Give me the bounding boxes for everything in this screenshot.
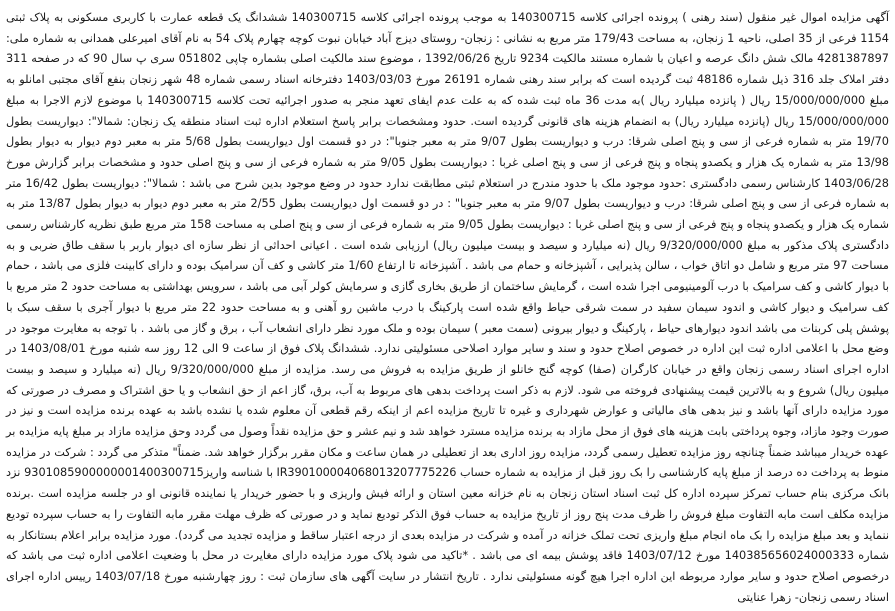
auction-notice-body: آگهی مزایده اموال غیر منقول (سند رهنی ) پرونده اجرائی کلاسه 140300715 به موجب پرونده اجرائی کلاسه 140300715 ششدانگ یک قطعه عمارت با کاربری مسکونی به پلاک ثبتی 1154 فرعی از 35 اصلی، ناحیه 1 زنجان، به مساحت 179/43 متر مربع به نشانی : زنجان- روستای دیزج آباد خیابان نبوت کوچه چهارم پلاک 54 به نام آقای امیرعلی همدانی به شماره ملی: 4281387897 مالک شش دانگ عرصه و اعیان با شماره مستند مالکیت 9234 تاریخ 1392/06/26 ، موضوع سند مالکیت اصلی بشماره چاپی 051802 سری پ سال 90 که در صفحه 311 دفتر املاک جلد 316 ذیل شماره 48186 ثبت گردیده است که برابر سند رهنی شماره 26191 مورخ 1403/03/03 دفترخانه اسناد رسمی شماره 48 شهر زنجان بنفع آقای مجتبی امانلو به مبلغ 15/000/000/000 ریال ( پانزده میلیارد ریال )به مدت 36 ماه ثبت شده که به علت عدم ایفای تعهد منجر به صدور اجرائیه تحت کلاسه 140300715 با موضوع لازم الاجرا به مبلغ 15/000/000/000 ریال (پانزده میلیارد ریال) به انضمام هزینه های قانونی گردیده است. حدود ومشخصات برابر پاسخ استعلام اداره ثبت اسناد منطقه یک زنجان: شمالا": دیواریست بطول 19/70 متر به شماره فرعی از سی و پنج اصلی شرقا: درب و دیواریست بطول 9/07 متر به معبر جنوبا": در دو قسمت اول دیواریست بطول 5/68 متر به معبر دوم دیوار به دیوار بطول 13/98 متر به شماره یک هزار و یکصدو پنجاه و پنج فرعی از سی و پنج اصلی غربا : دیواریست بطول 9/05 متر به شماره فرعی از سی و پنج اصلی حدود و مشخصات برابر گزارش مورخ 1403/06/28 کارشناس رسمی دادگستری :حدود موجود ملک با حدود مندرج در استعلام ثبتی مطابقت ندارد حدود در وضع موجود بدین شرح می باشد : شمالا": دیواریست بطول 16/42 متر به شماره فرعی از سی و پنج اصلی شرقا: درب و دیواریست بطول 9/07 متر به معبر جنوبا" : در دو قسمت اول دیواریست بطول 2/55 متر به معبر دوم دیوار به دیوار بطول 13/87 متر به شماره یک هزار و یکصدو پنجاه و پنج فرعی از سی و پنج اصلی غربا : دیواریست بطول 9/05 متر به شماره فرعی از سی و پنج اصلی به مساحت 158 متر مربع طبق نظریه کارشناس رسمی دادگستری پلاک مذکور به مبلغ 9/320/000/000 ریال (نه میلیارد و سیصد و بیست میلیون ریال) ارزیابی شده است . اعیانی احداثی از نظر سازه ای دیوار باربر با سقف طاق ضربی و به مساحت 97 متر مربع و شامل دو اتاق خواب ، سالن پذیرایی ، آشپزخانه و حمام می باشد . آشپزخانه تا ارتفاع 1/60 متر کاشی و کف آن سرامیک بوده و دارای کابینت فلزی می باشد ، حمام با دیوار کاشی و کف سرامیک با درب آلومینیومی اجرا شده است ، گرمایش ساختمان از طریق بخاری گازی و سرمایش کولر آبی می باشد ، سرویس بهداشتی به مساحت حدود 2 متر مربع با کف سرامیک و دیوار کاشی و اندود سیمان سفید در سمت شرقی حیاط واقع شده است پارکینگ با درب ماشین رو آهنی و به مساحت حدود 22 متر مربع با دیوار آجری با سقف سبک با پوشش پلی کربنات می باشد اندود دیوارهای حیاط ، پارکینگ و دیوار بیرونی (سمت معبر ) سیمان بوده و ملک مورد نظر دارای انشعاب آب ، برق و گاز می باشد . با توجه به مغایرت موجود در وضع محل با اعلامی اداره ثبت این اداره در خصوص اصلاح حدود و سند و سایر موارد اصلاحی مسئولیتی ندارد. ششدانگ پلاک فوق از ساعت 9 الی 12 روز سه شنبه مورخ 1403/08/01 در اداره اجرای اسناد رسمی زنجان واقع در خیابان کارگران (صفا) کوچه گنج خانلو از طریق مزایده به فروش می رسد. مزایده از مبلغ 9/320/000/000 ریال (نه میلیارد و سیصد و بیست میلیون ریال) شروع و به بالاترین قیمت پیشنهادی فروخته می شود. لازم به ذکر است پرداخت بدهی های مربوط به آب، برق، گاز اعم از حق انشعاب و یا حق اشتراک و مصرف در صورتی که مورد مزایده دارای آنها باشد و نیز بدهی های مالیاتی و عوارض شهرداری و غیره تا تاریخ مزایده اعم از اینکه رقم قطعی آن معلوم شده یا نشده باشد به عهده برنده مزایده است و نیز در صورت وجود مازاد، وجوه پرداختی بابت هزینه های فوق از محل مازاد به برنده مزایده مسترد خواهد شد و نیم عشر و حق مزایده نقداً وصول می گردد وحق مزایده مازاد بر مبلغ پایه مزایده بر عهده خریدار میباشد ضمناً چنانچه روز مزایده تعطیل رسمی گردد، مزایده روز اداری بعد از تعطیلی در همان ساعت و مکان مقرر برگزار خواهد شد. ضمناً" متذکر می گردد : شرکت در مزایده منوط به پرداخت ده درصد از مبلغ پایه کارشناسی را بک روز قبل از مزایده به شماره حساب IR390100004068013207775226 با شناسه واریز9301085900000001400300715 نزد بانک مرکزی بنام حساب تمرکز سپرده اداره کل ثبت اسناد استان زنجان به نام خزانه معین استان و ارائه فیش واریزی و با حضور خریدار یا نماینده قانونی او در جلسه مزایده است .برنده مزایده مکلف است مابه التفاوت مبلغ فروش را ظرف مدت پنج روز از تاریخ مزایده به حساب فوق الذکر تودیع نماید و در صورتی که ظرف مهلت مقرر مابه التفاوت را به حساب سپرده تودیع ننماید و بعد مبلغ مزایده را بک ماه انجام مبلغ واریزی تحت تملک خزانه در آمده و شرکت در مزایده بعدی از درجه اعتبار ساقط و مزایده تجدید می گردد). مورد مزایده برابر اعلام بستانکار به شماره 140385656024000333 مورخ 1403/07/12 فاقد پوشش بیمه ای می باشد . *تاکید می شود پلاک مورد مزایده دارای مغایرت در محل با وضعیت اعلامی اداره ثبت می باشد که درخصوص اصلاح حدود و سایر موارد مربوطه این اداره اجرا هیچ گونه مسئولیتی ندارد . تاریخ انتشار در سایت آگهی های سازمان ثبت : روز چهارشنبه مورخ 1403/07/18 رییس اداره اجرای اسناد رسمی زنجان- زهرا عنایتی (6, 11, 890, 604)
